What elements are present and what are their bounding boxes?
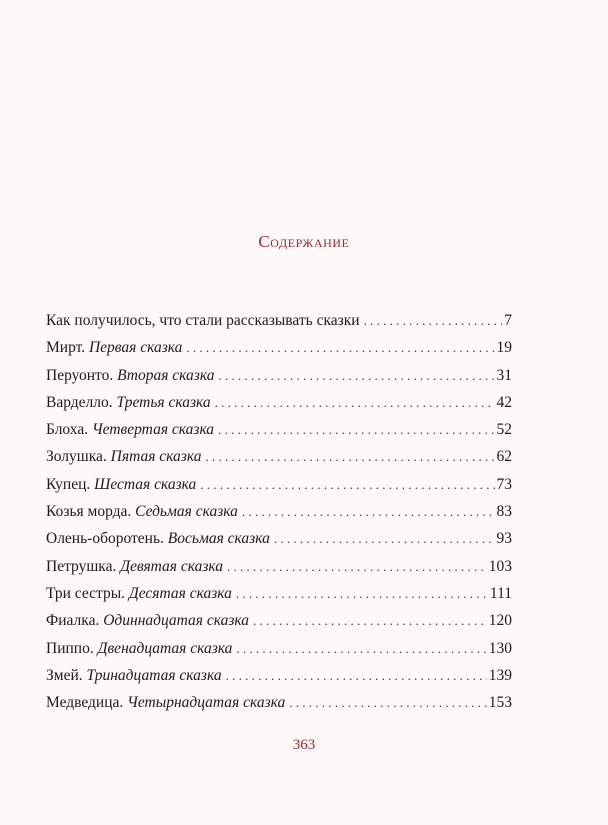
entry-page-number: 73 [496, 475, 512, 493]
entry-text [46, 339, 182, 357]
entry-page-number: 62 [496, 448, 512, 466]
entry-subtitle: Первая сказка [88, 339, 183, 357]
entry-title: Пиппо. [46, 639, 98, 657]
entry-title: Фиалка. [46, 612, 104, 630]
entry-text [46, 448, 201, 466]
toc-entry[interactable] [46, 421, 512, 448]
entry-title: Козья морда. [46, 503, 136, 521]
entry-page-number: 153 [488, 694, 512, 712]
toc-entry[interactable] [46, 612, 512, 639]
dot-leader [218, 368, 494, 384]
entry-title: Перуонто. [46, 366, 118, 384]
dot-leader [186, 340, 494, 356]
entry-text [46, 503, 238, 521]
entry-subtitle: Двенадцатая сказка [97, 639, 233, 657]
entry-page-number: 111 [489, 584, 512, 602]
entry-page-number: 7 [504, 312, 512, 329]
toc-heading: Содержание [258, 232, 350, 251]
toc-entry[interactable] [46, 558, 512, 585]
entry-subtitle: Пятая сказка [110, 448, 202, 466]
entry-title: Купец. [46, 475, 95, 493]
dot-leader [226, 668, 487, 684]
toc-entry[interactable] [46, 694, 512, 721]
entry-title: Золушка. [46, 448, 111, 466]
entry-title: Змей. [46, 666, 87, 684]
dot-leader [200, 477, 494, 493]
toc-entry[interactable] [46, 503, 512, 530]
entry-title: Блоха. [46, 421, 92, 439]
dot-leader [236, 586, 488, 602]
entry-subtitle: Шестая сказка [94, 475, 197, 493]
entry-text [46, 558, 223, 576]
dot-leader [253, 613, 487, 629]
toc-entry[interactable] [46, 640, 512, 667]
entry-page-number: 42 [496, 393, 512, 411]
entry-text [46, 476, 196, 494]
entry-subtitle: Десятая сказка [128, 584, 232, 602]
entry-title: Как получилось, что стали рассказывать сказки [46, 312, 360, 329]
entry-page-number: 31 [496, 366, 512, 384]
entry-subtitle: Одиннадцатая сказка [103, 612, 250, 630]
entry-text [46, 312, 360, 330]
entry-page-number: 130 [488, 639, 512, 657]
entry-subtitle: Тринадцатая сказка [86, 666, 222, 684]
entry-text [46, 640, 232, 658]
dot-leader [364, 313, 503, 329]
page-number: 363 [292, 737, 316, 753]
entry-text [46, 667, 222, 685]
entry-subtitle: Четвертая сказка [91, 421, 215, 439]
entry-subtitle: Седьмая сказка [135, 503, 238, 521]
entry-page-number: 139 [488, 666, 512, 684]
dot-leader [242, 504, 495, 520]
entry-title: Олень-оборотень. [46, 530, 168, 548]
toc-entry[interactable] [46, 448, 512, 475]
entry-subtitle: Восьмая сказка [167, 530, 270, 548]
entry-subtitle: Четырнадцатая сказка [127, 694, 286, 712]
entry-page-number: 19 [496, 339, 512, 357]
dot-leader [227, 559, 487, 575]
entry-text [46, 585, 232, 603]
toc-entry[interactable] [46, 585, 512, 612]
entry-page-number: 93 [496, 530, 512, 548]
entry-page-number: 103 [488, 557, 512, 575]
entry-page-number: 120 [488, 612, 512, 630]
dot-leader [215, 395, 495, 411]
entry-page-number: 83 [496, 503, 512, 521]
toc-entry[interactable] [46, 339, 512, 366]
entry-title: Петрушка. [46, 557, 121, 575]
toc-entry[interactable] [46, 312, 512, 339]
dot-leader [289, 695, 486, 711]
dot-leader [218, 422, 494, 438]
entry-text [46, 394, 211, 412]
entry-subtitle: Девятая сказка [120, 557, 224, 575]
entry-page-number: 52 [496, 421, 512, 439]
entry-text [46, 367, 214, 385]
entry-title: Три сестры. [46, 584, 129, 602]
toc-entry[interactable] [46, 476, 512, 503]
entry-title: Медведица. [46, 694, 128, 712]
entry-text [46, 421, 214, 439]
dot-leader [274, 531, 495, 547]
entry-subtitle: Третья сказка [116, 393, 211, 411]
toc-entry[interactable] [46, 394, 512, 421]
toc-list [46, 312, 512, 721]
toc-entry[interactable] [46, 367, 512, 394]
dot-leader [236, 641, 486, 657]
toc-entry[interactable] [46, 530, 512, 557]
entry-title: Варделло. [46, 393, 117, 411]
entry-text [46, 530, 270, 548]
entry-subtitle: Вторая сказка [117, 366, 215, 384]
entry-text [46, 612, 249, 630]
dot-leader [205, 449, 494, 465]
toc-entry[interactable] [46, 667, 512, 694]
entry-text [46, 694, 285, 712]
entry-title: Мирт. [46, 339, 89, 357]
